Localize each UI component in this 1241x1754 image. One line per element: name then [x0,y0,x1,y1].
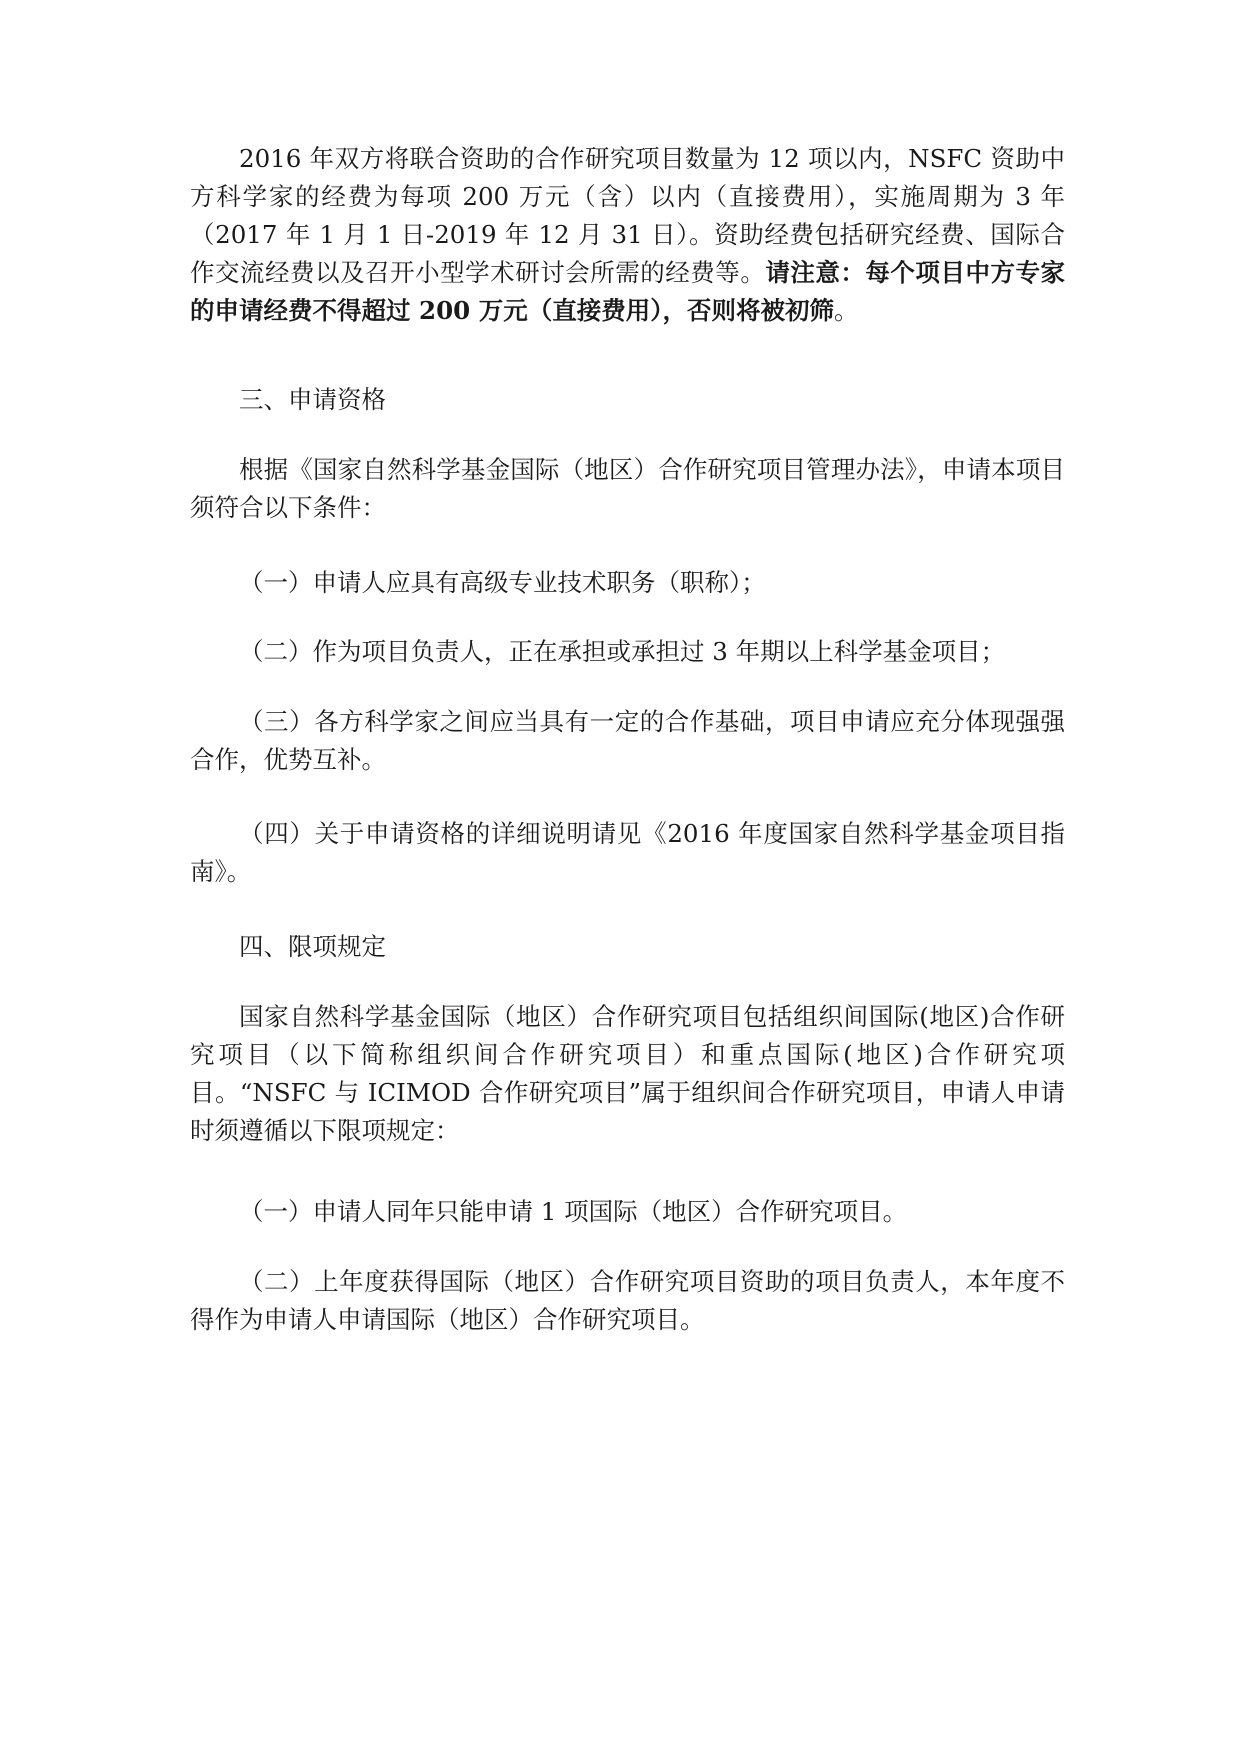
funding-notice-end: 。 [833,296,859,325]
section-4-item-1: （一）申请人同年只能申请 1 项国际（地区）合作研究项目。 [239,1197,908,1226]
funding-notice: 请注意：每个项目中方专家的申请经费不得超过 200 万元（直接费用），否则将被初筛 [190,258,1066,325]
section-3-item-3: （三）各方科学家之间应当具有一定的合作基础，项目申请应充分体现强强合作，优势互补。 [190,707,1065,774]
section-4-heading: 四、限项规定 [239,932,386,961]
section-3-item-2: （二）作为项目负责人，正在承担或承担过 3 年期以上科学基金项目； [239,637,1006,666]
section-3-item-4: （四）关于申请资格的详细说明请见《2016 年度国家自然科学基金项目指南》。 [190,819,1065,886]
funding-text: 2016 年双方将联合资助的合作研究项目数量为 12 项以内，NSFC 资助中方科学家的经费为每项 200 万元（含）以内（直接费用），实施周期为 3 年（2017 年 1 月 1 日-2019 年 12 月 31 日）。资助经费包括研究经费、国际合作交流经费以及召开小型学术研讨会所需的经费等。 [190,144,1065,287]
funding-paragraph [190,140,1065,330]
section-3-intro: 根据《国家自然科学基金国际（地区）合作研究项目管理办法》，申请本项目须符合以下条件： [190,455,1065,522]
section-4-intro: 国家自然科学基金国际（地区）合作研究项目包括组织间国际(地区)合作研究项目（以下简称组织间合作研究项目）和重点国际(地区)合作研究项目。“NSFC 与 ICIMOD 合作研究项目”属于组织间合作研究项目，申请人申请时须遵循以下限项规定： [190,1002,1065,1145]
section-3-heading: 三、申请资格 [239,385,386,414]
section-4-item-2: （二）上年度获得国际（地区）合作研究项目资助的项目负责人，本年度不得作为申请人申请国际（地区）合作研究项目。 [190,1267,1065,1334]
section-3-item-1: （一）申请人应具有高级专业技术职务（职称）； [239,568,766,597]
